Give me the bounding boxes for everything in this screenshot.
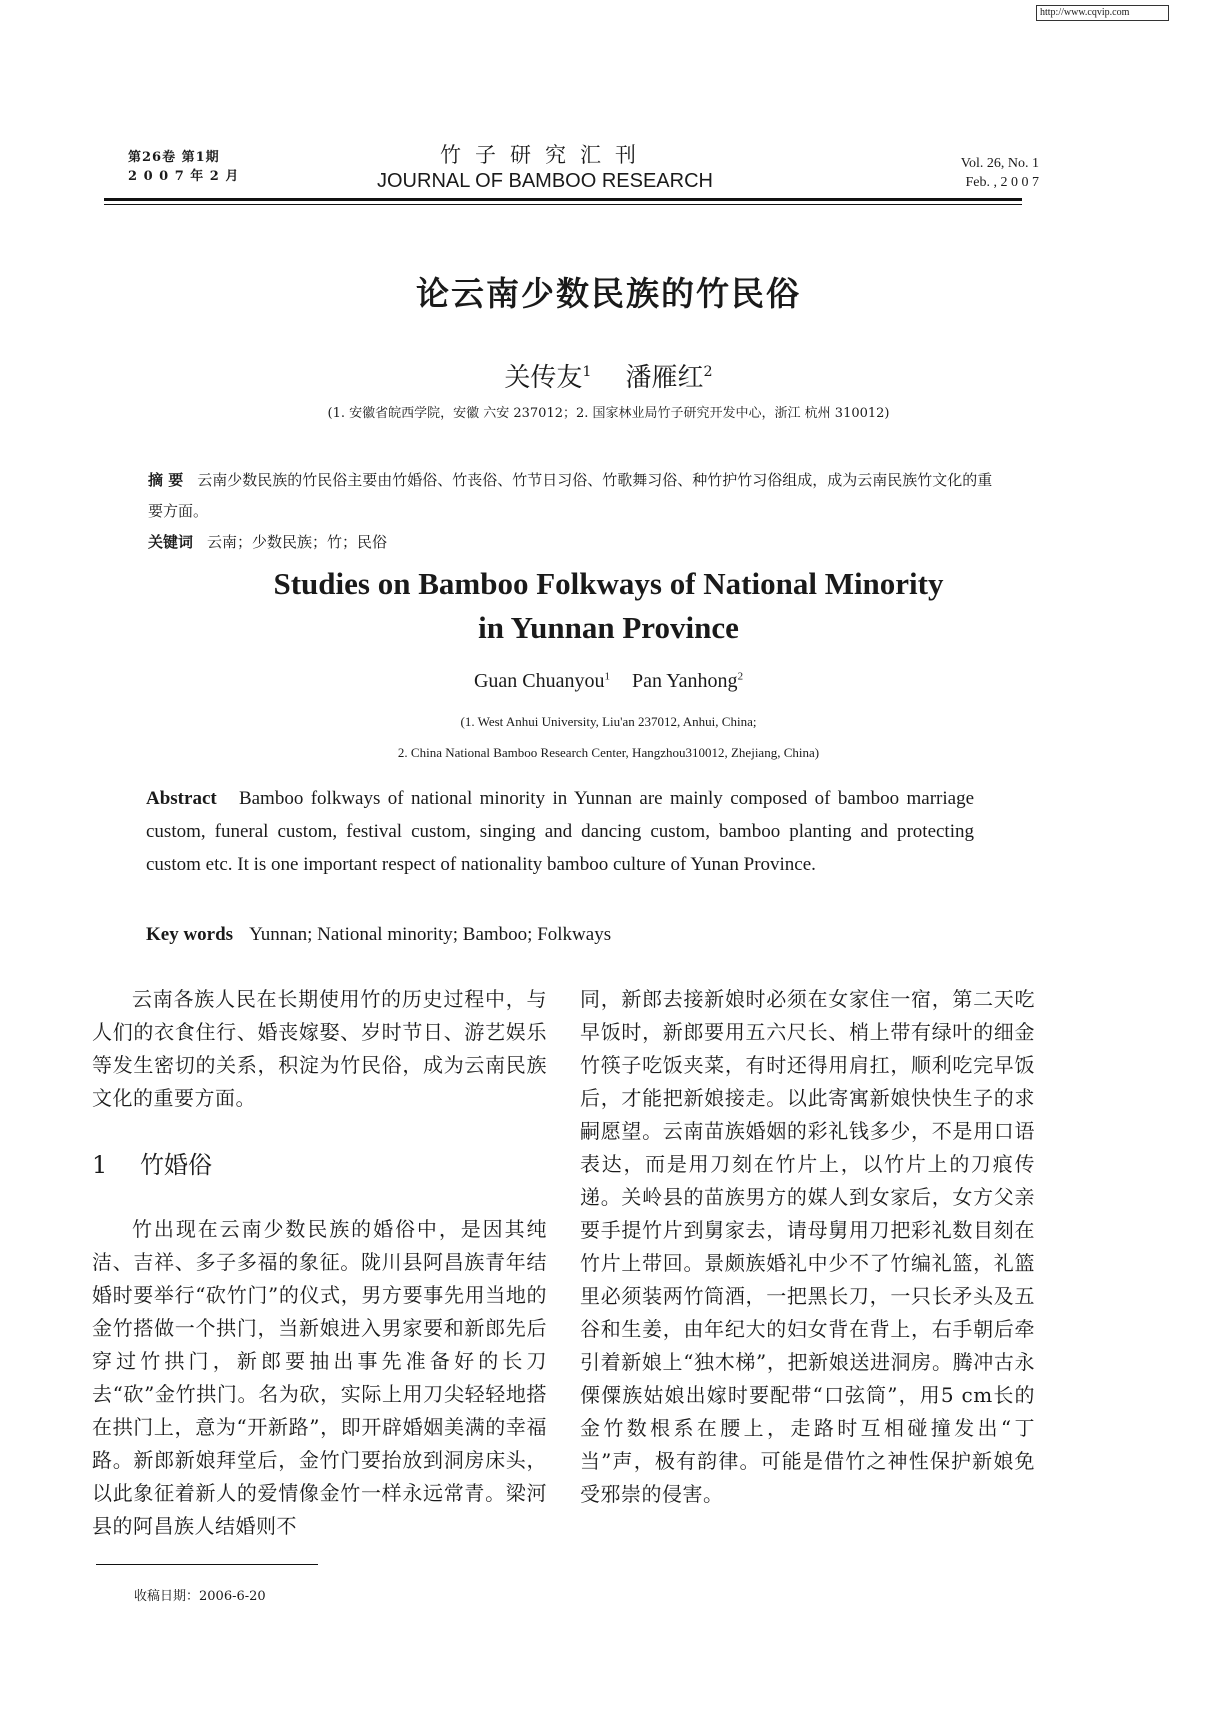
article-title-en (0, 562, 1217, 650)
keywords-label-en: Key words (146, 924, 234, 945)
body-column-left (92, 1213, 547, 1543)
abstract-label-en: Abstract (146, 788, 217, 809)
author-name: 潘雁红 (625, 363, 704, 393)
author-name-en: Guan Chuanyou (473, 670, 605, 692)
abstract-text-cn: 云南少数民族的竹民俗主要由竹婚俗、竹丧俗、竹节日习俗、竹歌舞习俗、种竹护竹习俗组成，成为云南民族竹文化的重要方面。 (148, 471, 993, 520)
volume-issue-en: Vol. 26, No. 1 (960, 156, 1039, 171)
issue-info (128, 148, 239, 186)
body-paragraph: 同，新郎去接新娘时必须在女家住一宿，第二天吃早饭时，新郎要用五六尺长、梢上带有绿叶的细金竹筷子吃饭夹菜，有时还得用肩扛，顺利吃完早饭后，才能把新娘接走。以此寄寓新娘快快生子的求嗣愿望。云南苗族婚姻的彩礼钱多少，不是用口语表达，而是用刀刻在竹片上，以竹片上的刀痕传递。关岭县的苗族男方的媒人到女家后，女方父亲要手提竹片到舅家去，请母舅用刀把彩礼数目刻在竹片上带回。景颇族婚礼中少不了竹编礼篮，礼篮里必须装两竹筒酒，一把黑长刀，一只长矛头及五谷和生姜，由年纪大的妇女背在背上，右手朝后牵引着新娘上“独木梯”，把新娘送进洞房。腾冲古永傈僳族姑娘出嫁时要配带“口弦筒”，用5 cm长的金竹数根系在腰上，走路时互相碰撞发出“丁当”声，极有韵律。可能是借竹之神性保护新娘免受邪崇的侵害。 (580, 987, 1035, 1506)
abstract-text-en: Bamboo folkways of national minority in Yunnan are mainly composed of bamboo marriage custom, funeral custom, festival custom, singing and dancing custom, bamboo planting and protecting custom etc. It is one important respect of nationality bamboo culture of Yunan Province. (146, 788, 975, 875)
author-affil-mark: 1 (582, 364, 592, 380)
intro-text: 云南各族人民在长期使用竹的历史过程中，与人们的衣食住行、婚丧嫁娶、岁时节日、游艺娱乐等发生密切的关系，积淀为竹民俗，成为云南民族文化的重要方面。 (92, 987, 547, 1110)
affiliation-en-line2: 2. China National Bamboo Research Center, Hangzhou310012, Zhejiang, China) (397, 745, 820, 760)
abstract-label-cn: 摘 要 (148, 471, 184, 489)
author-name: 关传友 (504, 363, 583, 393)
volume-issue: 第26卷 第1期 (128, 150, 220, 165)
abstract-en (146, 782, 974, 881)
affiliation-en-line1: (1. West Anhui University, Liu'an 237012, Anhui, China; (460, 714, 757, 729)
issue-info-en (961, 154, 1039, 192)
section-heading (92, 1145, 212, 1180)
author-affil-mark: 2 (703, 364, 713, 380)
journal-name-cn: 竹子研究汇刊 (440, 143, 650, 167)
issue-date: 2 0 0 7 年 2 月 (128, 169, 240, 184)
header-rule-thin (104, 204, 1022, 205)
body-column-right (580, 983, 1035, 1511)
author-affil-mark: 1 (604, 670, 610, 683)
header-rule (104, 198, 1022, 201)
abstract-cn (148, 465, 998, 558)
intro-paragraph (92, 983, 547, 1115)
journal-name-en: JOURNAL OF BAMBOO RESEARCH (377, 170, 713, 192)
section-title: 竹婚俗 (140, 1151, 212, 1179)
keywords-en (146, 918, 974, 951)
source-url-stamp: http://www.cqvip.com (1036, 5, 1169, 21)
affiliation-cn: (1. 安徽省皖西学院，安徽 六安 237012；2. 国家林业局竹子研究开发中心，浙江 杭州 310012) (327, 406, 890, 421)
title-en-line2: in Yunnan Province (478, 610, 739, 645)
authors-en (0, 670, 1217, 693)
issue-date-en: Feb. , 2 0 0 7 (965, 175, 1039, 190)
article-title-cn: 论云南少数民族的竹民俗 (416, 274, 801, 313)
received-date-footnote: 收稿日期：2006-6-20 (134, 1589, 266, 1604)
section-number: 1 (92, 1151, 108, 1179)
author-name-en: Pan Yanhong (631, 670, 738, 692)
keywords-label-cn: 关键词 (148, 533, 194, 551)
journal-name (340, 142, 750, 194)
keywords-text-en: Yunnan; National minority; Bamboo; Folkways (249, 924, 612, 945)
author-affil-mark: 2 (737, 670, 744, 683)
footnote-rule (96, 1564, 318, 1565)
affiliation-en (0, 706, 1217, 768)
authors-cn (0, 357, 1217, 394)
title-en-line1: Studies on Bamboo Folkways of National Minority (273, 566, 944, 601)
body-paragraph: 竹出现在云南少数民族的婚俗中，是因其纯洁、吉祥、多子多福的象征。陇川县阿昌族青年结婚时要举行“砍竹门”的仪式，男方要事先用当地的金竹搭做一个拱门，当新娘进入男家要和新郎先后穿过竹拱门，新郎要抽出事先准备好的长刀去“砍”金竹拱门。名为砍，实际上用刀尖轻轻地搭在拱门上，意为“开新路”，即开辟婚姻美满的幸福路。新郎新娘拜堂后，金竹门要抬放到洞房床头，以此象征着新人的爱情像金竹一样永远常青。梁河县的阿昌族人结婚则不 (92, 1217, 547, 1538)
keywords-text-cn: 云南；少数民族；竹；民俗 (207, 533, 388, 551)
